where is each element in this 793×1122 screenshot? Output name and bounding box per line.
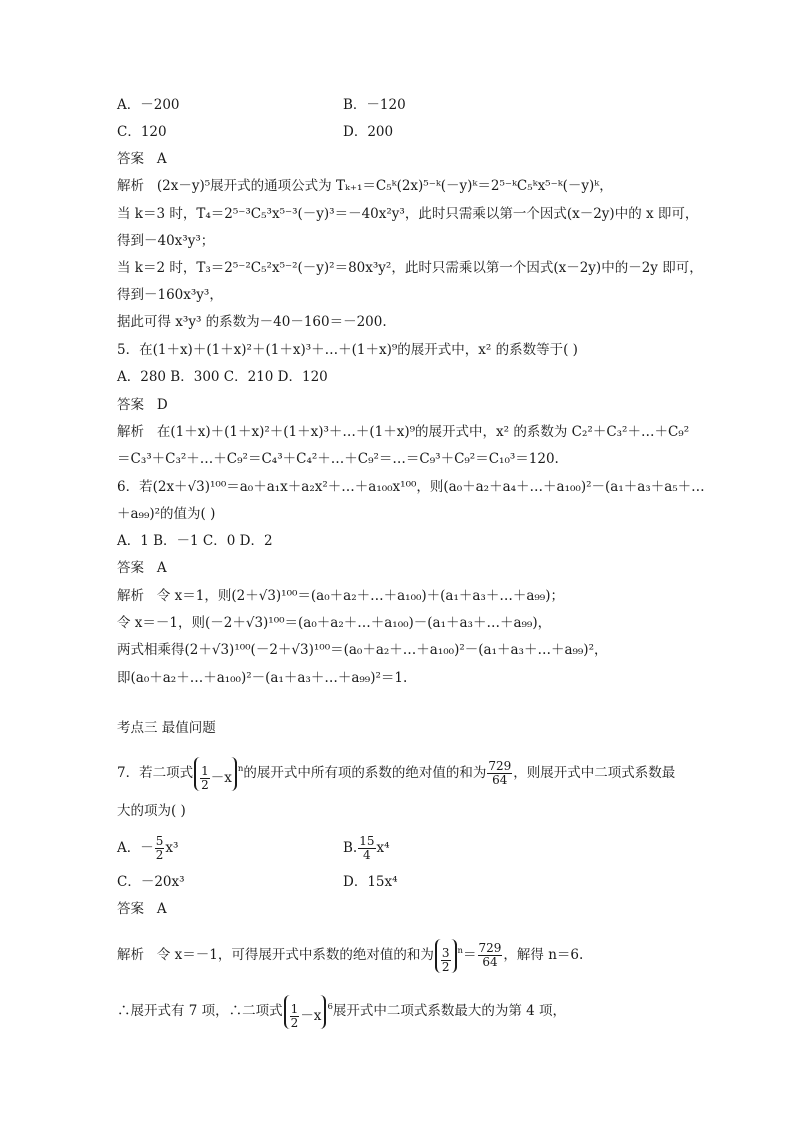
explanation-label: 解析 bbox=[117, 178, 144, 194]
q7-explanation-line-2: ∴展开式有 7 项，∴二项式 $\frac{1}{2}$ $-x^6$展开式中二项式系数最大的为第 4 项， bbox=[117, 988, 566, 1030]
q7-stem-middle: 的展开式中所有项的系数的绝对值的和为 bbox=[243, 765, 487, 781]
q4-option-c: C．120 bbox=[117, 124, 167, 140]
explanation-label: 解析 bbox=[117, 588, 144, 604]
q4-option-a: A．－200 bbox=[117, 97, 180, 113]
q4-explanation-line-3: 得到－40x³y³； bbox=[117, 233, 215, 249]
answer-value: A bbox=[156, 560, 167, 576]
q4-option-d: D．200 bbox=[343, 124, 394, 140]
explanation-text: 在(1＋x)＋(1＋x)²＋(1＋x)³＋…＋(1＋x)⁹的展开式中，x² 的系数为 C₂²＋C₃²＋…＋C₉² bbox=[156, 424, 690, 440]
explanation-label: 解析 bbox=[117, 947, 144, 963]
q6-answer bbox=[117, 559, 167, 577]
q4-explanation-line-2: 当 k＝3 时，T₄＝2⁵⁻³C₅³x⁵⁻³(－y)³＝－40x²y³，此时只需乘以第一个因式(x－2y)中的 x 即可， bbox=[117, 206, 699, 222]
q7-answer bbox=[117, 900, 167, 918]
answer-value: A bbox=[156, 151, 167, 167]
answer-label: 答案 bbox=[117, 151, 144, 167]
q4-explanation-line-5: 得到－160x³y³， bbox=[117, 287, 223, 303]
q4-explanation-line-4: 当 k＝2 时，T₃＝2⁵⁻²C₅²x⁵⁻²(－y)²＝80x³y²，此时只需乘以第一个因式(x－2y)中的－2y 即可， bbox=[117, 260, 703, 276]
explanation-text: 令 x＝1，则(2＋√3)¹⁰⁰＝(a₀＋a₂＋…＋a₁₀₀)＋(a₁＋a₃＋…＋a₉₉)； bbox=[156, 588, 564, 604]
q7-fraction: $\frac{1}{2}$ bbox=[201, 763, 209, 792]
q7-stem-prefix: 7．若二项式 bbox=[117, 765, 194, 781]
q7-expl-binomial-2: $\frac{1}{2}$ －x bbox=[284, 995, 327, 1029]
q7-option-d: D．15x⁴ bbox=[343, 874, 398, 890]
q7-stem-line-2: 大的项为( ) bbox=[117, 803, 186, 819]
q6-explanation-line-3: 两式相乘得(2＋√3)¹⁰⁰(－2＋√3)¹⁰⁰＝(a₀＋a₂＋…＋a₁₀₀)²－(a₁＋a₃＋…＋a₉₉)²， bbox=[117, 642, 608, 658]
explanation-text: (2x－y)⁵展开式的通项公式为 Tₖ₊₁＝C₅ᵏ(2x)⁵⁻ᵏ(－y)ᵏ＝2⁵⁻ᵏC₅ᵏx⁵⁻ᵏ(－y)ᵏ， bbox=[156, 178, 613, 194]
q4-answer bbox=[117, 150, 167, 168]
q6-stem-line-1: 6．若(2x＋√3)¹⁰⁰＝a₀＋a₁x＋a₂x²＋…＋a₁₀₀x¹⁰⁰，则(a₀＋a₂＋a₄＋…＋a₁₀₀)²－(a₁＋a₃＋a₅＋… bbox=[117, 479, 705, 495]
q6-stem-line-2: ＋a₉₉)²的值为( ) bbox=[117, 506, 216, 522]
q6-explanation-line-1 bbox=[117, 587, 564, 605]
q7-explanation-line-1: 解析 令 x＝－1，可得展开式中系数的绝对值的和为 $\frac{3}{2}$ $^n$＝ $\frac{729}{64}$ ，解得 n＝6. bbox=[117, 932, 583, 974]
q5-stem: 5．在(1＋x)＋(1＋x)²＋(1＋x)³＋…＋(1＋x)⁹的展开式中，x² 的系数等于( ) bbox=[117, 342, 578, 358]
q6-options: A．1 B．－1 C．0 D．2 bbox=[117, 533, 273, 549]
answer-value: D bbox=[156, 397, 168, 413]
answer-label: 答案 bbox=[117, 397, 144, 413]
q4-explanation-line-6: 据此可得 x³y³ 的系数为－40－160＝－200. bbox=[117, 314, 387, 330]
section-heading: 考点三 最值问题 bbox=[117, 720, 216, 736]
q4-option-b: B．－120 bbox=[343, 97, 406, 113]
q5-explanation-line-2: ＝C₃³＋C₃²＋…＋C₉²＝C₄³＋C₄²＋…＋C₉²＝…＝C₉³＋C₉²＝C₁₀³＝120. bbox=[117, 451, 559, 467]
q7-stem-suffix: ，则展开式中二项式系数最 bbox=[513, 765, 676, 781]
q6-explanation-line-4: 即(a₀＋a₂＋…＋a₁₀₀)²－(a₁＋a₃＋…＋a₉₉)²＝1. bbox=[117, 670, 408, 686]
q7-exponent: n bbox=[237, 764, 244, 774]
q7-option-a: A．－ $\frac{5}{2}$ x³ bbox=[117, 834, 179, 862]
answer-value: A bbox=[156, 901, 167, 917]
q4-explanation-line-1 bbox=[117, 177, 613, 195]
explanation-label: 解析 bbox=[117, 424, 144, 440]
q7-option-c: C．－20x³ bbox=[117, 874, 185, 890]
answer-label: 答案 bbox=[117, 560, 144, 576]
q7-binomial: $\frac{1}{2}$ －x bbox=[194, 757, 237, 791]
q7-sum-fraction: $\frac{729}{64}$ bbox=[488, 759, 512, 787]
q5-explanation-line-1 bbox=[117, 423, 689, 441]
answer-label: 答案 bbox=[117, 901, 144, 917]
q6-explanation-line-2: 令 x＝－1，则(－2＋√3)¹⁰⁰＝(a₀＋a₂＋…＋a₁₀₀)－(a₁＋a₃＋…＋a₉₉)， bbox=[117, 615, 552, 631]
q7-stem-line-1 bbox=[117, 750, 675, 792]
q5-options: A．280 B．300 C．210 D．120 bbox=[117, 369, 328, 385]
q7-option-b: B. $\frac{15}{4}$ x⁴ bbox=[343, 834, 390, 862]
q5-answer bbox=[117, 396, 168, 414]
q7-expl-binomial: $\frac{3}{2}$ bbox=[435, 939, 457, 973]
